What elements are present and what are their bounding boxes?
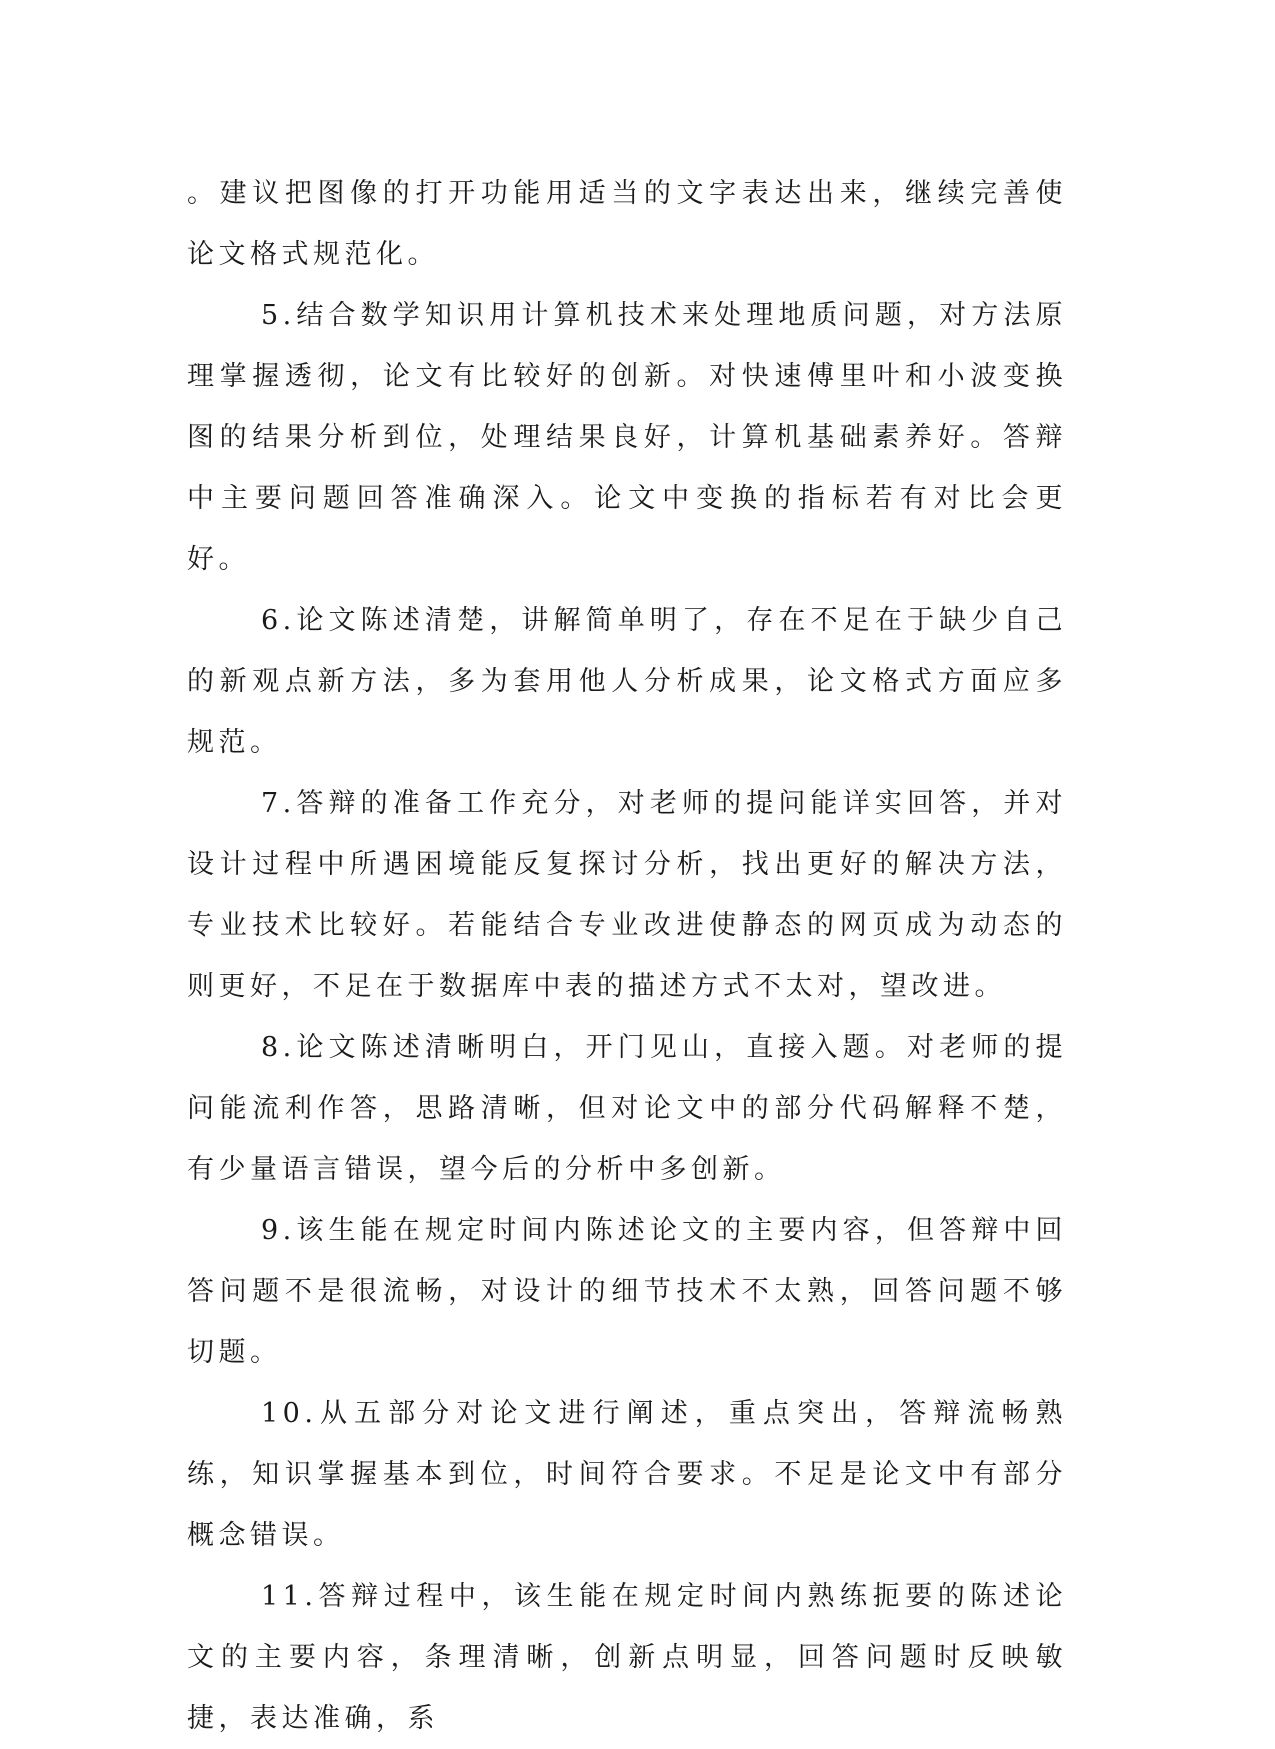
paragraph-8: 8.论文陈述清晰明白，开门见山，直接入题。对老师的提问能流利作答，思路清晰，但对论文中的部分代码解释不楚，有少量语言错误，望今后的分析中多创新。 — [187, 1032, 1067, 1185]
paragraph-10: 10.从五部分对论文进行阐述，重点突出，答辩流畅熟练，知识掌握基本到位，时间符合要求。不足是论文中有部分概念错误。 — [187, 1398, 1067, 1551]
document-body — [187, 163, 1067, 1749]
paragraph-6: 6.论文陈述清楚，讲解简单明了，存在不足在于缺少自己的新观点新方法，多为套用他人分析成果，论文格式方面应多规范。 — [187, 605, 1067, 758]
paragraph-continuation: 。建议把图像的打开功能用适当的文字表达出来，继续完善使论文格式规范化。 — [187, 178, 1067, 270]
paragraph-7: 7.答辩的准备工作充分，对老师的提问能详实回答，并对设计过程中所遇困境能反复探讨分析，找出更好的解决方法，专业技术比较好。若能结合专业改进使静态的网页成为动态的则更好，不足在于数据库中表的描述方式不太对，望改进。 — [187, 788, 1067, 1002]
paragraph-11: 11.答辩过程中，该生能在规定时间内熟练扼要的陈述论文的主要内容，条理清晰，创新点明显，回答问题时反映敏捷，表达准确，系 — [187, 1581, 1067, 1734]
paragraph-9: 9.该生能在规定时间内陈述论文的主要内容，但答辩中回答问题不是很流畅，对设计的细节技术不太熟，回答问题不够切题。 — [187, 1215, 1067, 1368]
paragraph-5: 5.结合数学知识用计算机技术来处理地质问题，对方法原理掌握透彻，论文有比较好的创新。对快速傅里叶和小波变换图的结果分析到位，处理结果良好，计算机基础素养好。答辩中主要问题回答准确深入。论文中变换的指标若有对比会更好。 — [187, 300, 1067, 575]
